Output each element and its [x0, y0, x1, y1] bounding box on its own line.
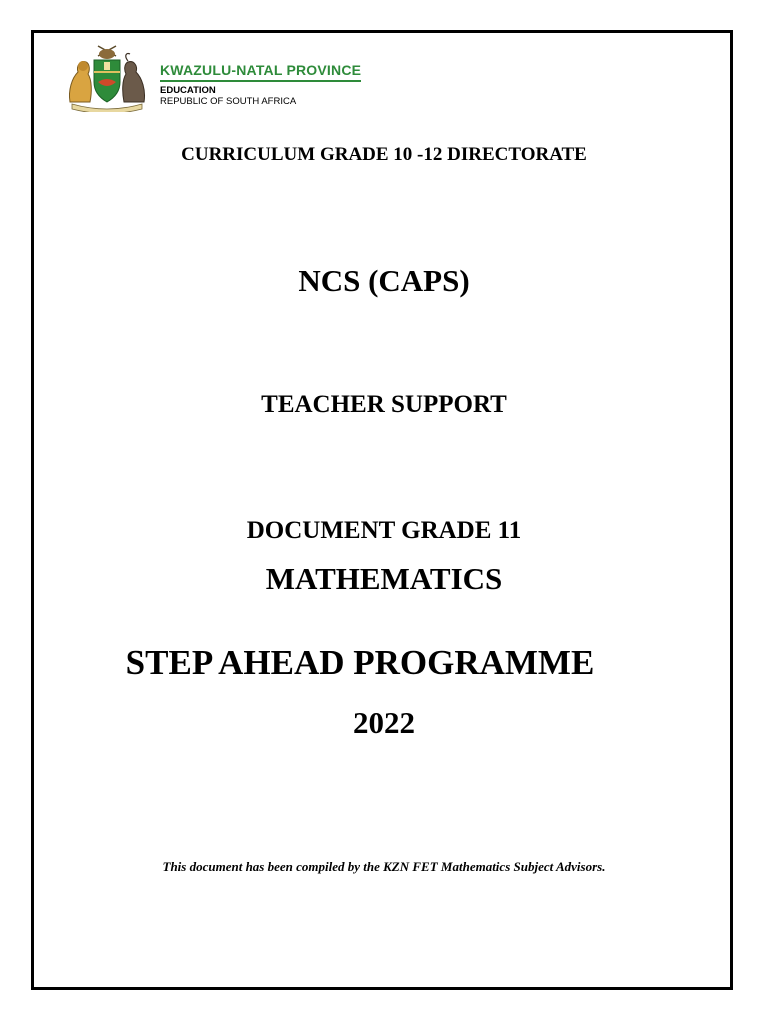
compiled-by-note: This document has been compiled by the KZN FET Mathematics Subject Advisors.: [162, 859, 606, 874]
support-heading: TEACHER SUPPORT: [261, 391, 507, 418]
coat-of-arms-icon: [62, 42, 152, 112]
document-grade-heading: DOCUMENT GRADE 11: [246, 517, 522, 544]
directorate-heading: CURRICULUM GRADE 10 -12 DIRECTORATE: [181, 144, 587, 165]
department-brand: [160, 62, 361, 107]
year-label: 2022: [353, 705, 415, 740]
curriculum-heading: NCS (CAPS): [298, 263, 470, 298]
programme-title: STEP AHEAD PROGRAMME: [125, 643, 595, 682]
subject-title: MATHEMATICS: [265, 561, 503, 596]
country-name: REPUBLIC OF SOUTH AFRICA: [160, 96, 297, 107]
department-name: EDUCATION: [160, 85, 216, 96]
province-name: KWAZULU-NATAL PROVINCE: [160, 62, 361, 82]
department-header: [62, 42, 422, 114]
page-border: [31, 30, 733, 990]
